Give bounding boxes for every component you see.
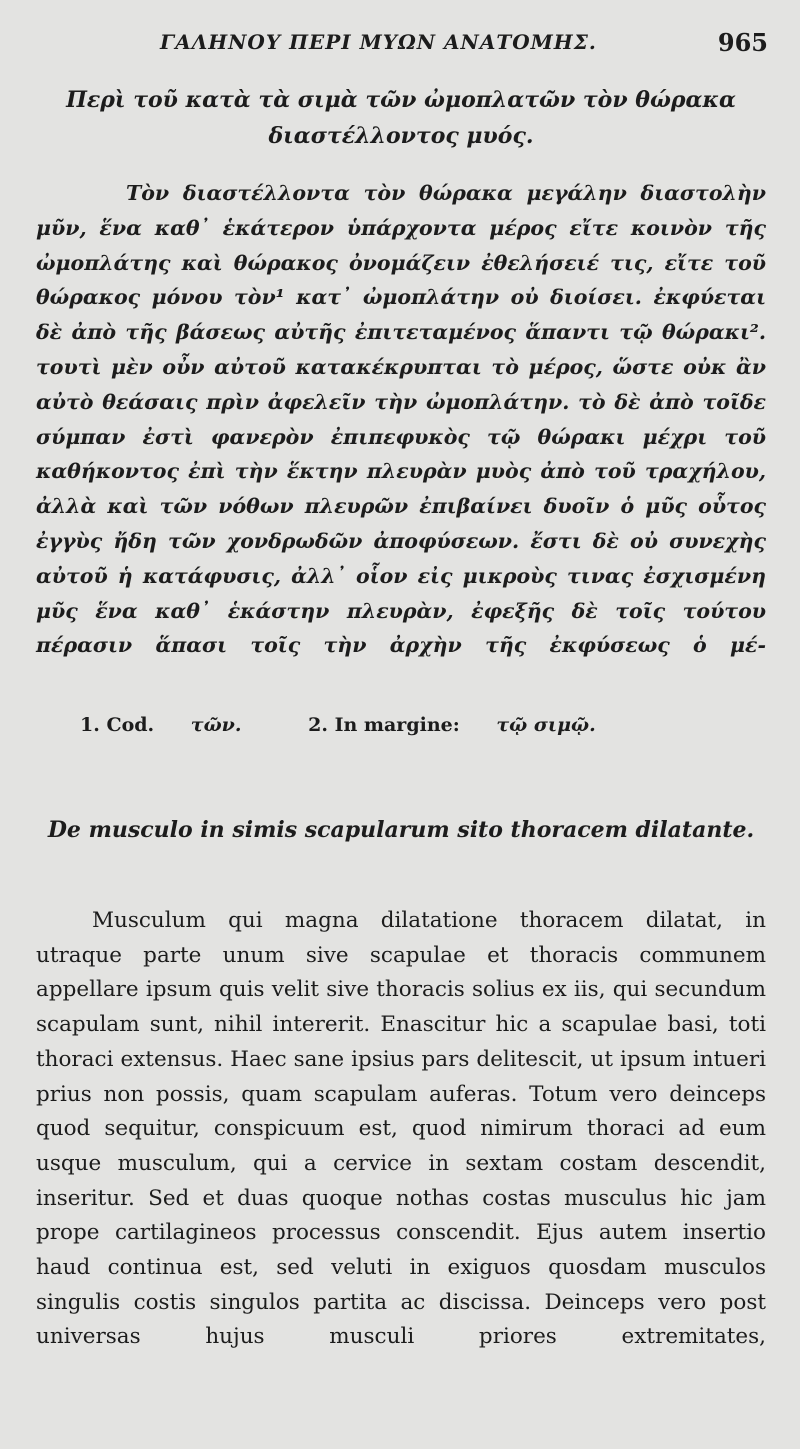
footnote-1: 1. Cod. τῶν.	[80, 714, 242, 736]
latin-body-text: Musculum qui magna dilatatione thoracem dilatat, in utraque parte unum sive scapulae et thoracis communem appellare ipsum quis velit sive thoracis solius ex iis, qui secundum scapulam sunt, nihil intererit. Enascitur hic a scapulae basi, toti thoraci extensus. Haec sane ipsius pars delitescit, ut ipsum intueri prius non possis, quam scapulam auferas. Totum vero deinceps quod sequitur, conspicuum est, quod nimirum thoraci ad eum usque musculum, qui a cervice in sextam costam descendit, inseritur. Sed et duas quoque nothas costas musculus hic jam prope cartilagineos processus conscendit. Ejus autem insertio haud continua est, sed veluti in exiguos quosdam musculos singulis costis singulos partita ac discissa. Deinceps vero post universas hujus musculi priores extremitates,	[36, 908, 766, 1350]
running-title: ΓΑΛΗΝΟΥ ΠΕΡΙ ΜΥΩΝ ΑΝΑΤΟΜΗΣ.	[160, 30, 597, 54]
running-head	[0, 28, 800, 64]
page-number: 965	[717, 28, 768, 57]
greek-section-heading: Περὶ τοῦ κατὰ τὰ σιμὰ τῶν ὠμοπλατῶν τὸν θώρακα διαστέλλοντος μυός.	[66, 87, 736, 149]
greek-body-text: Τὸν διαστέλλοντα τὸν θώρακα μεγάλην διαστολὴν μῦν, ἕνα καθ᾿ ἑκάτερον ὑπάρχοντα μέρος εἴτε κοινὸν τῆς ὠμοπλάτης καὶ θώρακος ὀνομάζειν ἐθελήσειέ τις, εἴτε τοῦ θώρακος μόνου τὸν¹ κατ᾿ ὠμοπλάτην οὐ διοίσει. ἐκφύεται δὲ ἀπὸ τῆς βάσεως αὐτῆς ἐπιτεταμένος ἅπαντι τῷ θώρακι². τουτὶ μὲν οὖν αὐτοῦ κατακέκρυπται τὸ μέρος, ὥστε οὐκ ἂν αὐτὸ θεάσαις πρὶν ἀφελεῖν τὴν ὠμοπλάτην. τὸ δὲ ἀπὸ τοῖδε σύμπαν ἐστὶ φανερὸν ἐπιπεφυκὸς τῷ θώρακι μέχρι τοῦ καθήκοντος ἐπὶ τὴν ἕκτην πλευρὰν μυὸς ἀπὸ τοῦ τραχήλου, ἀλλὰ καὶ τῶν νόθων πλευρῶν ἐπιβαίνει δυοῖν ὁ μῦς οὗτος ἐγγὺς ἤδη τῶν χονδρωδῶν ἀποφύσεων. ἔστι δὲ οὐ συνεχὴς αὐτοῦ ἡ κατάφυσις, ἀλλ᾿ οἷον εἰς μικροὺς τινας ἐσχισμένη μῦς ἕνα καθ᾿ ἑκάστην πλευρὰν, ἐφεξῆς δὲ τοῖς τούτου πέρασιν ἅπασι τοῖς τὴν ἀρχὴν τῆς ἐκφύσεως ὁ μέ-	[36, 181, 766, 658]
footnotes	[80, 714, 656, 736]
latin-section-heading: De musculo in simis scapularum sito thoracem dilatante.	[47, 817, 755, 843]
footnote-2: 2. In margine: τῷ σιμῷ.	[308, 714, 596, 736]
